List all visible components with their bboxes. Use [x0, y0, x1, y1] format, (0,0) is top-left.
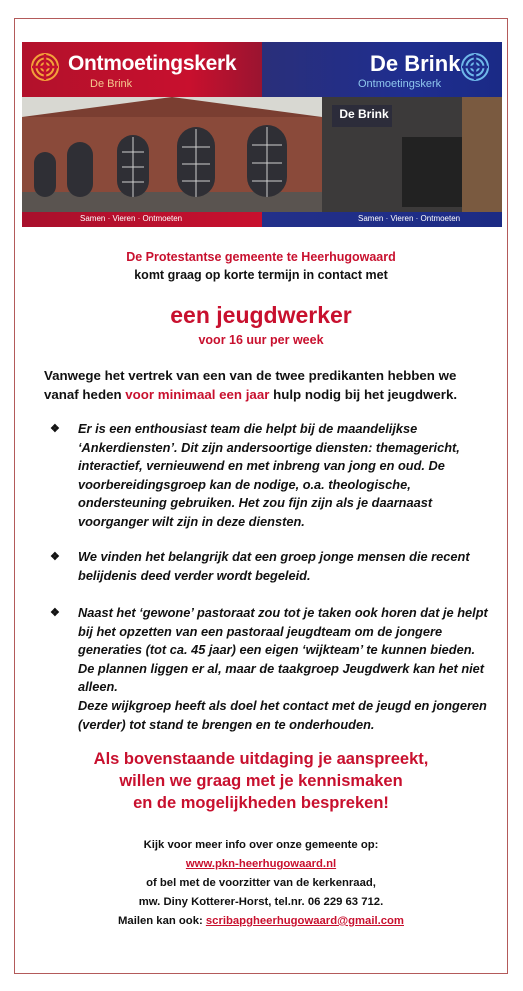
email-link[interactable]: scribapgheerhugowaard@gmail.com [205, 915, 404, 927]
diamond-bullet-icon: ❖ [50, 423, 60, 435]
building-sign: De Brink [339, 107, 389, 121]
call-line-3: en de mogelijkheden bespreken! [133, 794, 389, 812]
list-item [50, 420, 490, 532]
mail-label: Mailen kan ook: [118, 915, 206, 927]
job-title: een jeugdwerker [170, 302, 352, 328]
lead-highlight: voor minimaal een jaar [125, 387, 270, 402]
website-link[interactable]: www.pkn-heerhugowaard.nl [185, 858, 337, 870]
call-line-2: willen we graag met je kennismaken [119, 772, 403, 790]
diamond-bullet-icon: ❖ [50, 551, 60, 563]
contact-line-3: of bel met de voorzitter van de kerkenraad, [146, 877, 376, 889]
job-hours: voor 16 uur per week [198, 333, 324, 347]
bullet-text: We vinden het belangrijk dat een groep jonge mensen die recent belijdenis deed verder wordt begeleid. [78, 549, 470, 583]
church-building-photo [22, 97, 502, 212]
banner-right-name: De Brink [370, 51, 461, 76]
intro-line-1: De Protestantse gemeente te Heerhugowaard [126, 250, 396, 264]
contact-line-4: mw. Diny Kotterer-Horst, tel.nr. 06 229 63 712. [138, 896, 384, 908]
tagline-right: Samen · Vieren · Ontmoeten [358, 214, 461, 223]
lead-paragraph [44, 366, 484, 404]
banner-left-sub: De Brink [90, 78, 133, 90]
diamond-bullet-icon: ❖ [50, 607, 60, 619]
list-item [50, 548, 490, 585]
church-logo-icon [30, 52, 60, 82]
list-item [50, 604, 490, 697]
contact-block [14, 836, 508, 931]
church-logo-icon [460, 52, 490, 82]
call-to-action [14, 748, 508, 814]
lead-text-2: hulp nodig bij het jeugdwerk. [269, 387, 458, 402]
bullet-text: Naast het ‘gewone’ pastoraat zou tot je taken ook horen dat je helpt bij het opzetten van een pastoraal jeugdteam om de jongere generaties (tot ca. 45 jaar) een eigen ‘wijkteam’ te kunnen bieden. De plannen liggen er al, maar de taakgroep Jeugdwerk kan het niet alleen. [78, 605, 488, 695]
contact-line-1: Kijk voor meer info over onze gemeente op: [143, 839, 379, 851]
banner-right-sub: Ontmoetingskerk [358, 78, 442, 90]
banner-left-name: Ontmoetingskerk [68, 52, 237, 75]
church-banner [22, 42, 502, 227]
bullet-continuation: Deze wijkgroep heeft als doel het contact met de jeugd en jongeren (verder) tot stand te brengen en te onderhouden. [78, 698, 487, 732]
lead-text-1: Vanwege het vertrek van een van de twee predikanten hebben we vanaf heden [44, 368, 457, 402]
call-line-1: Als bovenstaande uitdaging je aanspreekt, [93, 750, 429, 768]
tagline-left: Samen · Vieren · Ontmoeten [80, 214, 183, 223]
bullet-text: Er is een enthousiast team die helpt bij de maandelijkse ‘Ankerdiensten’. Dit zijn andersoortige diensten: themagericht, interactief, vernieuwend en met inbreng van jong en oud. De voorbereidingsgroep kan de nodige, o.a. theologische, ondersteuning gebruiken. Het zou fijn zijn als je daarnaast voorganger wilt zijn in deze diensten. [78, 421, 460, 529]
intro-line-2: komt graag op korte termijn in contact met [134, 268, 388, 282]
